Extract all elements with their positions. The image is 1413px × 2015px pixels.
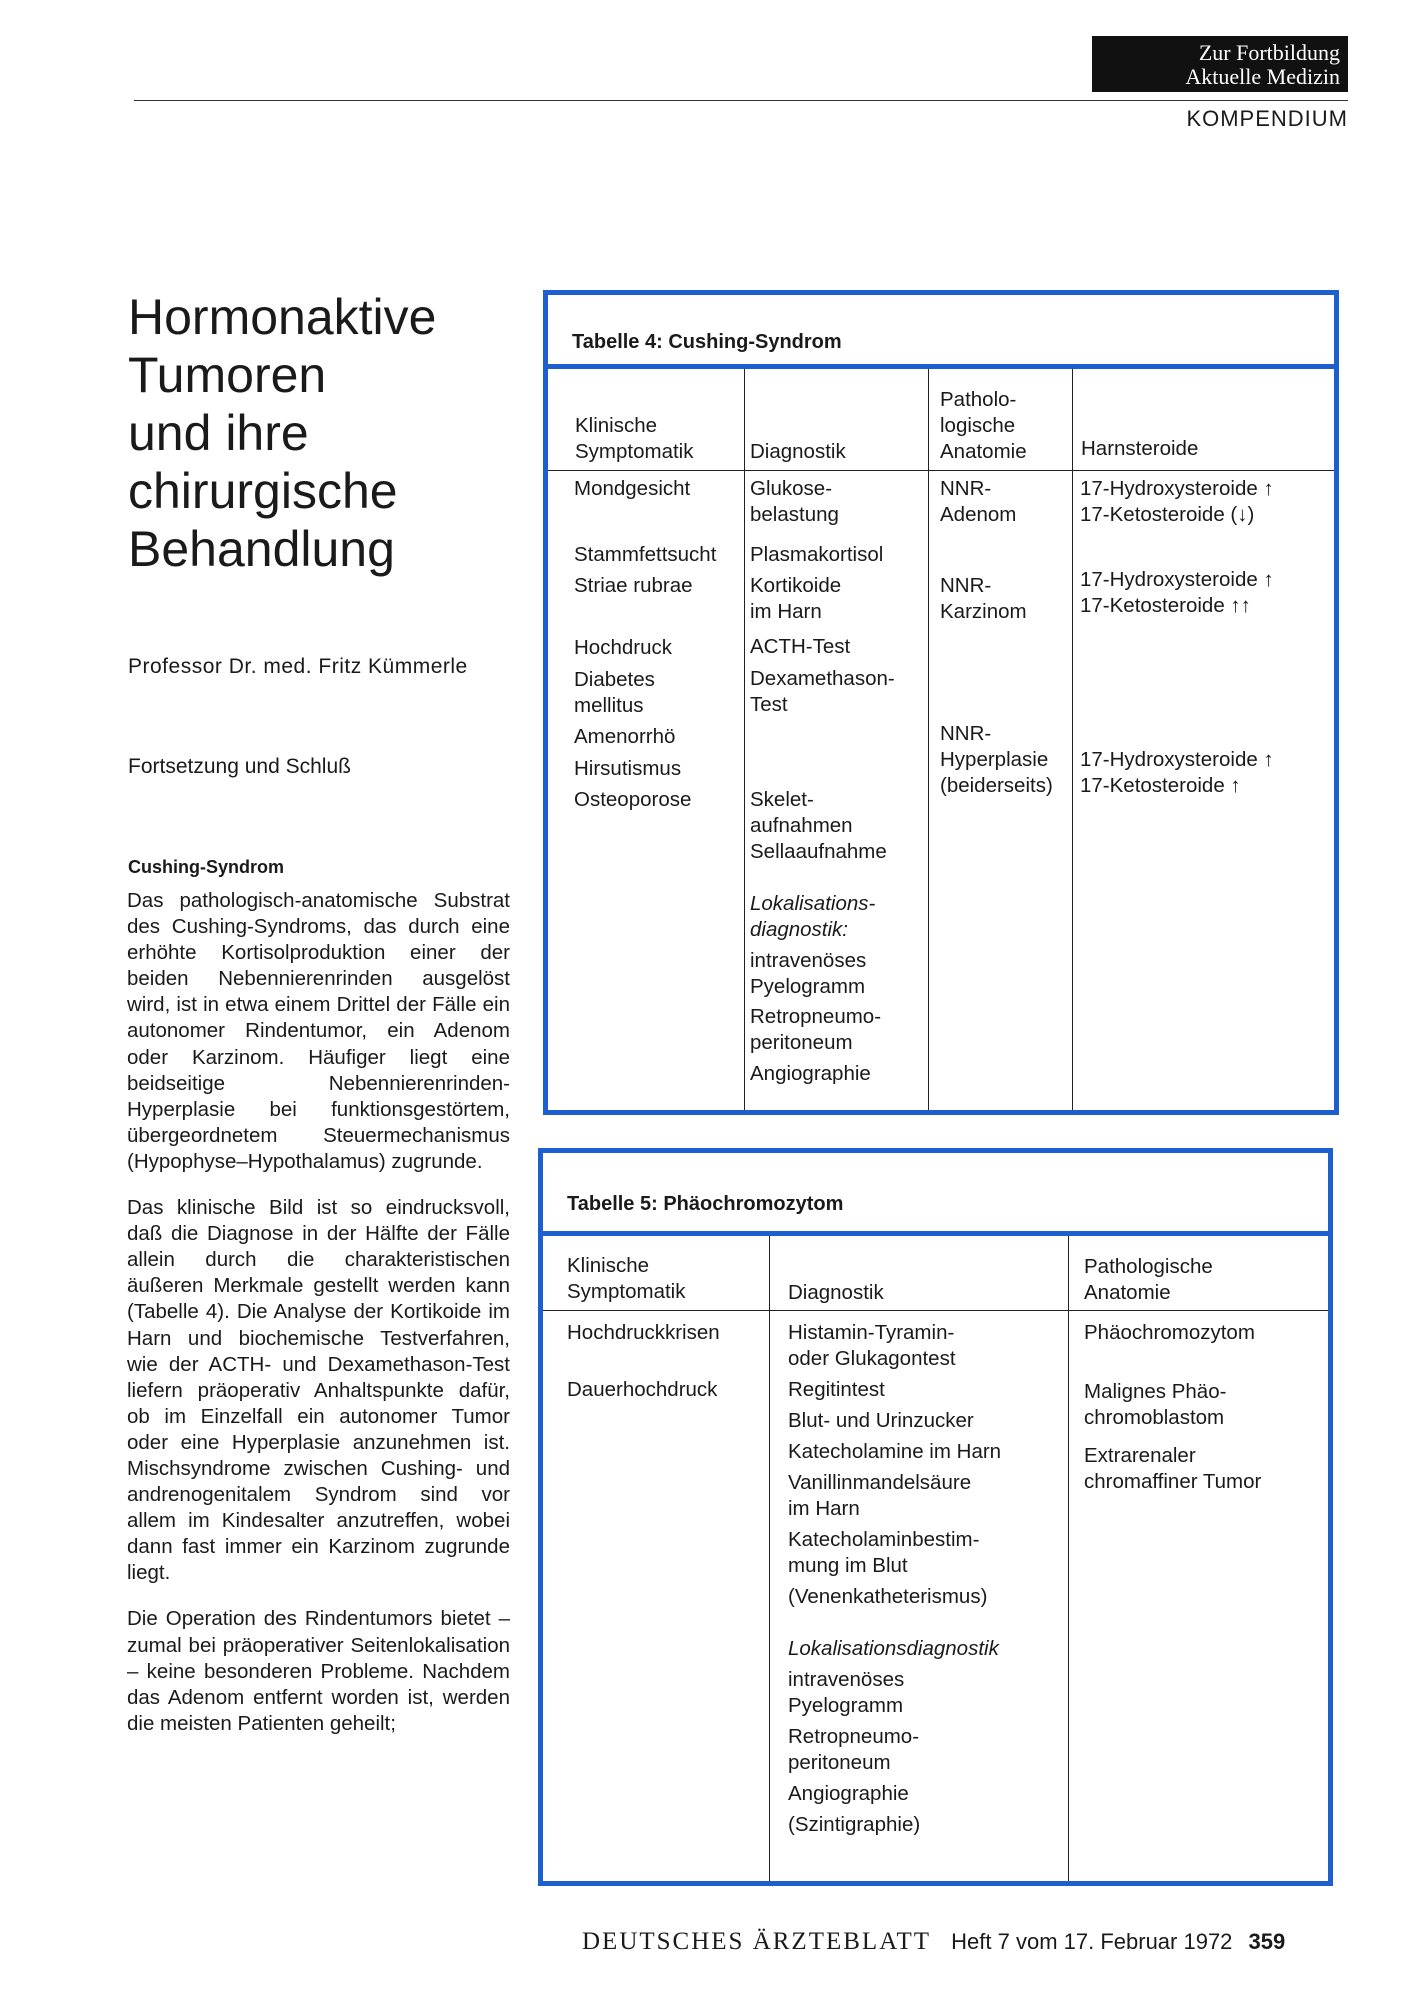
symptom: Dauerhochdruck xyxy=(567,1378,718,1401)
diagnostic: (Szintigraphie) xyxy=(788,1813,921,1836)
journal-name: DEUTSCHES ÄRZTEBLATT xyxy=(582,1928,932,1955)
column-divider xyxy=(1072,369,1073,1110)
paragraph: Die Operation des Rindentumors bietet – zumal bei präoperativer Seitenlokalisation – keine besonderen Probleme. Nachdem das Adenom entfernt worden ist, werden die meisten Patienten geheilt; xyxy=(127,1607,510,1735)
steroids: 17-Hydroxysteroide ↑ 17-Ketosteroide ↑ xyxy=(1080,748,1274,797)
section-label: KOMPENDIUM xyxy=(1186,106,1348,131)
symptom: Stammfettsucht xyxy=(574,543,717,566)
diagnostic: Retropneumo- peritoneum xyxy=(788,1725,920,1774)
diagnostic: ACTH-Test xyxy=(750,635,851,658)
header-anatomie: Pathologische Anatomie xyxy=(1084,1255,1213,1304)
diagnostic: Glukose- belastung xyxy=(750,477,839,526)
page-number: 359 xyxy=(1248,1929,1286,1954)
section-heading: Cushing-Syndrom xyxy=(128,857,284,877)
diagnostic: Kortikoide im Harn xyxy=(750,574,842,623)
title-line: Behandlung xyxy=(128,521,395,577)
symptom: mellitus xyxy=(574,694,644,717)
diagnostic: Angiographie xyxy=(788,1782,909,1805)
symptom: Hochdruck xyxy=(574,636,672,659)
anatomy: NNR- Adenom xyxy=(940,477,1017,526)
diagnostic: Skelet- aufnahmen xyxy=(750,788,853,837)
anatomy: Malignes Phäo- chromoblastom xyxy=(1084,1380,1227,1429)
table-caption: Tabelle 4: Cushing-Syndrom xyxy=(548,295,1334,369)
table-5 xyxy=(538,1148,1333,1886)
title-line: und ihre xyxy=(128,405,309,461)
header-anatomie: Patholo- logische Anatomie xyxy=(940,388,1027,463)
page-footer xyxy=(582,1928,1285,1956)
symptom: Osteoporose xyxy=(574,788,692,811)
paragraph: Das pathologisch-anatomische Substrat des Cushing-Syndroms, das durch eine erhöhte Kortisolproduktion einer der beiden Nebennierenrinden ausgelöst wird, ist in etwa einem Drittel der Fälle ein autonomer Rindentumor, ein Adenom oder Karzinom. Häufiger liegt eine beidseitige Nebennierenrinden-Hyperplasie bei funktionsgestörtem, übergeordnetem Steuermechanismus (Hypophyse–Hypothalamus) zugrunde. xyxy=(127,889,510,1173)
header-divider xyxy=(543,1310,1328,1311)
anatomy: NNR- Hyperplasie (beiderseits) xyxy=(940,722,1053,797)
badge-line-2: Aktuelle Medizin xyxy=(1185,64,1340,89)
header-symptomatik: Klinische Symptomatik xyxy=(575,414,694,463)
column-divider xyxy=(1068,1236,1069,1881)
diagnostic: Dexamethason- Test xyxy=(750,667,895,716)
diagnostic: intravenöses Pyelogramm xyxy=(750,949,867,998)
table-caption: Tabelle 5: Phäochromozytom xyxy=(543,1153,1328,1236)
diagnostic: Retropneumo- peritoneum xyxy=(750,1005,882,1054)
article-title xyxy=(128,288,436,578)
diagnostic: Vanillinmandelsäure im Harn xyxy=(788,1471,972,1520)
diagnostic-subheading: Lokalisations- diagnostik: xyxy=(750,892,876,941)
header-symptomatik: Klinische Symptomatik xyxy=(567,1254,686,1303)
diagnostic: Plasmakortisol xyxy=(750,543,884,566)
body-text xyxy=(127,888,510,1757)
symptom: Hirsutismus xyxy=(574,757,682,780)
title-line: Tumoren xyxy=(128,347,327,403)
badge-line-1: Zur Fortbildung xyxy=(1198,40,1340,65)
issue-info: Heft 7 vom 17. Februar 1972 xyxy=(951,1929,1233,1954)
diagnostic: Angiographie xyxy=(750,1062,871,1085)
title-line: chirurgische xyxy=(128,463,398,519)
paragraph: Das klinische Bild ist so eindrucksvoll, daß die Diagnose in der Hälfte der Fälle allein durch die charakteristischen äußeren Merkmale gestellt werden kann (Tabelle 4). Die Analyse der Kortikoide im Harn und biochemische Testverfahren, wie der ACTH- und Dexamethason-Test liefern präoperativ Anhaltspunkte dafür, ob im Einzelfall ein autonomer Tumor oder eine Hyperplasie anzunehmen ist. Mischsyndrome zwischen Cushing- und andrenogenitalem Syndrom sind vor allem im Kindesalter anzutreffen, wobei dann fast immer ein Karzinom zugrunde liegt. xyxy=(127,1196,510,1585)
column-divider xyxy=(769,1236,770,1881)
symptom: Amenorrhö xyxy=(574,725,676,748)
diagnostic: Katecholamine im Harn xyxy=(788,1440,1002,1463)
anatomy: Extrarenaler chromaffiner Tumor xyxy=(1084,1444,1262,1493)
diagnostic: Blut- und Urinzucker xyxy=(788,1409,974,1432)
title-line: Hormonaktive xyxy=(128,289,437,345)
continuation-note: Fortsetzung und Schluß xyxy=(128,755,351,778)
header-diagnostik: Diagnostik xyxy=(750,440,846,463)
symptom: Mondgesicht xyxy=(574,477,691,500)
column-divider xyxy=(744,369,745,1110)
diagnostic: Sellaaufnahme xyxy=(750,840,887,863)
steroids: 17-Hydroxysteroide ↑ 17-Ketosteroide ↑↑ xyxy=(1080,568,1274,617)
diagnostic: Katecholaminbestim- mung im Blut xyxy=(788,1528,980,1577)
symptom: Diabetes xyxy=(574,668,655,691)
section-badge xyxy=(1092,36,1348,92)
anatomy: Phäochromozytom xyxy=(1084,1321,1255,1344)
steroids: 17-Hydroxysteroide ↑ 17-Ketosteroide (↓) xyxy=(1080,477,1274,526)
table-4 xyxy=(543,290,1339,1115)
anatomy: NNR- Karzinom xyxy=(940,574,1027,623)
header-harnsteroide: Harnsteroide xyxy=(1081,437,1199,460)
author: Professor Dr. med. Fritz Kümmerle xyxy=(128,655,468,678)
diagnostic: intravenöses Pyelogramm xyxy=(788,1668,905,1717)
diagnostic: Regitintest xyxy=(788,1378,885,1401)
diagnostic-subheading: Lokalisationsdiagnostik xyxy=(788,1637,999,1660)
symptom: Hochdruckkrisen xyxy=(567,1321,720,1344)
diagnostic: (Venenkatheterismus) xyxy=(788,1585,988,1608)
header-divider xyxy=(548,470,1334,471)
column-divider xyxy=(928,369,929,1110)
header-diagnostik: Diagnostik xyxy=(788,1281,884,1304)
symptom: Striae rubrae xyxy=(574,574,693,597)
header-rule xyxy=(134,100,1348,101)
diagnostic: Histamin-Tyramin- oder Glukagontest xyxy=(788,1321,956,1370)
